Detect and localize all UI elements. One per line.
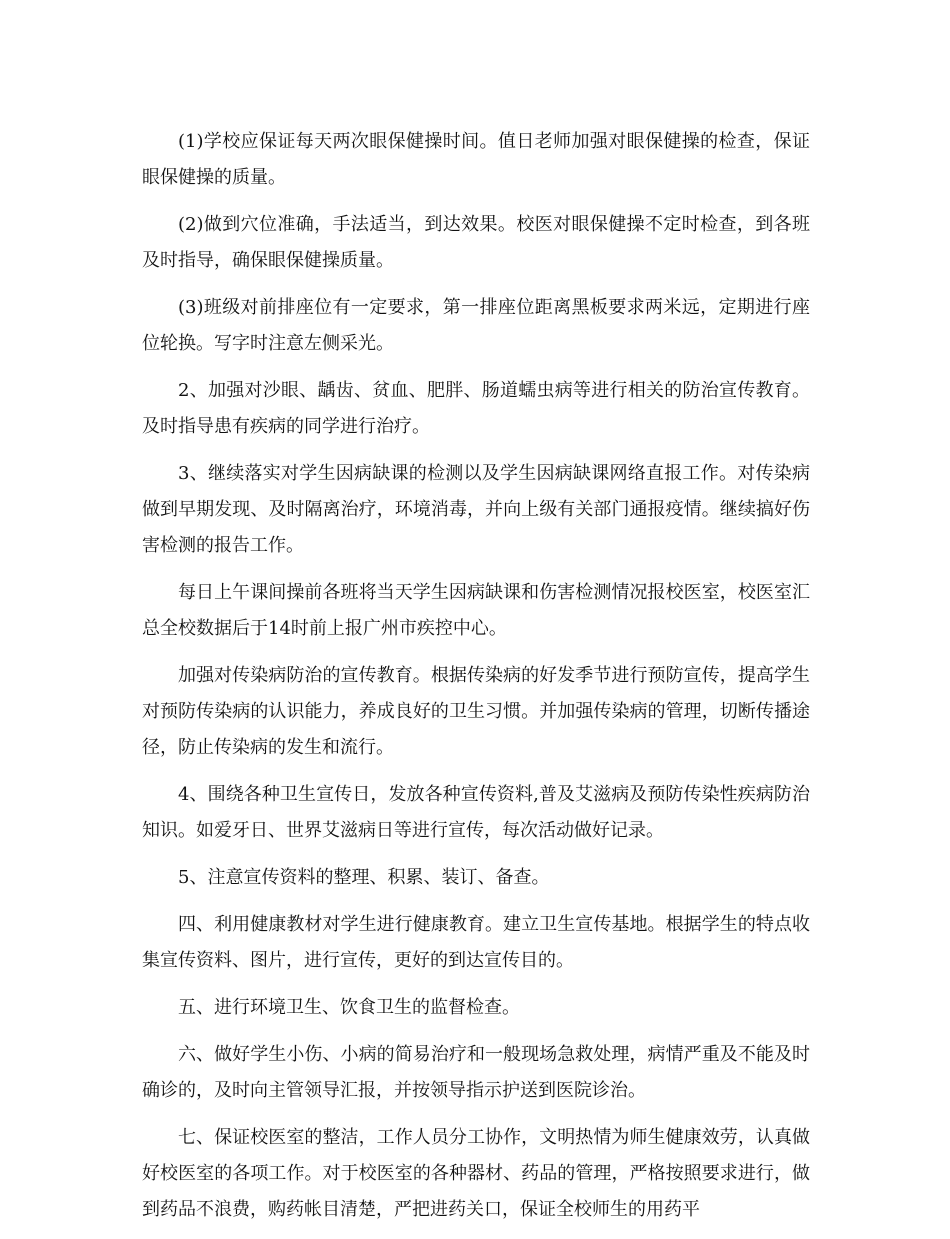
document-body xyxy=(142,124,810,1239)
paragraph-daily-report: 每日上午课间操前各班将当天学生因病缺课和伤害检测情况报校医室，校医室汇总全校数据后于14时前上报广州市疾控中心。 xyxy=(142,582,810,639)
paragraph-first-aid: 六、做好学生小伤、小病的简易治疗和一般现场急救处理，病情严重及不能及时确诊的，及时向主管领导汇报，并按领导指示护送到医院诊治。 xyxy=(142,1044,810,1101)
paragraph-hygiene-inspection: 五、进行环境卫生、饮食卫生的监督检查。 xyxy=(178,997,520,1018)
paragraph-health-promotion-days: 4、围绕各种卫生宣传日，发放各种宣传资料,普及艾滋病及预防传染性疾病防治知识。如爱牙日、世界艾滋病日等进行宣传，每次活动做好记录。 xyxy=(142,784,810,841)
paragraph-eye-exercise-time: (1)学校应保证每天两次眼保健操时间。值日老师加强对眼保健操的检查，保证眼保健操的质量。 xyxy=(142,131,810,188)
paragraph-seat-rotation: (3)班级对前排座位有一定要求，第一排座位距离黑板要求两米远，定期进行座位轮换。写字时注意左侧采光。 xyxy=(142,297,810,354)
paragraph-material-archiving: 5、注意宣传资料的整理、积累、装订、备查。 xyxy=(178,867,550,888)
paragraph-health-education: 四、利用健康教材对学生进行健康教育。建立卫生宣传基地。根据学生的特点收集宣传资料、图片，进行宣传，更好的到达宣传目的。 xyxy=(142,914,810,971)
paragraph-infectious-disease-education: 加强对传染病防治的宣传教育。根据传染病的好发季节进行预防宣传，提高学生对预防传染病的认识能力，养成良好的卫生习惯。并加强传染病的管理，切断传播途径，防止传染病的发生和流行。 xyxy=(142,665,810,758)
paragraph-disease-prevention: 2、加强对沙眼、龋齿、贫血、肥胖、肠道蠕虫病等进行相关的防治宣传教育。及时指导患有疾病的同学进行治疗。 xyxy=(142,380,810,437)
paragraph-absence-reporting: 3、继续落实对学生因病缺课的检测以及学生因病缺课网络直报工作。对传染病做到早期发现、及时隔离治疗，环境消毒，并向上级有关部门通报疫情。继续搞好伤害检测的报告工作。 xyxy=(142,463,810,556)
paragraph-clinic-management: 七、保证校医室的整洁，工作人员分工协作，文明热情为师生健康效劳，认真做好校医室的各项工作。对于校医室的各种器材、药品的管理，严格按照要求进行，做到药品不浪费，购药帐目清楚，严把进药关口，保证全校师生的用药平 xyxy=(142,1127,810,1220)
paragraph-acupoint-accuracy: (2)做到穴位准确，手法适当，到达效果。校医对眼保健操不定时检查，到各班及时指导，确保眼保健操质量。 xyxy=(142,214,810,271)
